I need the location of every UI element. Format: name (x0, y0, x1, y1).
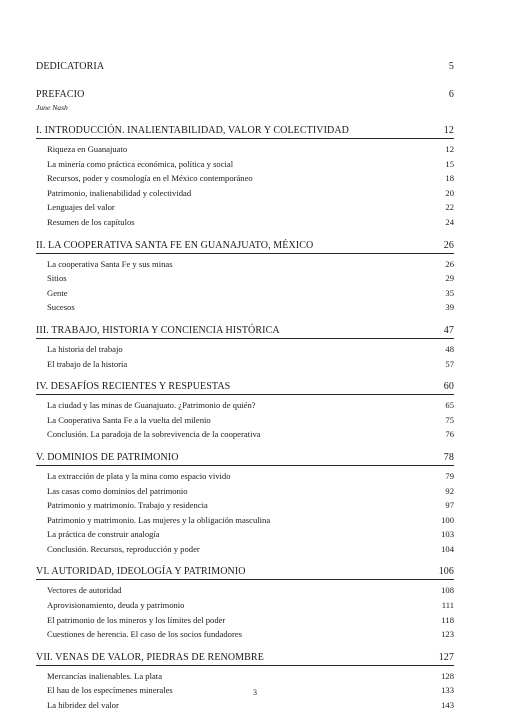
toc-section (36, 200, 454, 215)
section-title: Patrimonio y matrimonio. Las mujeres y la obligación masculina (47, 514, 271, 525)
section-page: 26 (445, 258, 454, 269)
toc-section (36, 186, 454, 201)
toc-section (36, 257, 454, 272)
toc-section (36, 357, 454, 372)
section-title: Aprovisionamiento, deuda y patrimonio (47, 600, 185, 611)
chapter-list (36, 114, 454, 713)
section-title: Cuestiones de herencia. El caso de los socios fundadores (47, 629, 242, 640)
section-page: 48 (445, 343, 454, 354)
chapter-title: V. DOMINIOS DE PATRIMONIO (36, 451, 179, 463)
chapter-heading (36, 451, 454, 465)
section-title: Vectores de autoridad (47, 585, 122, 596)
chapter-title: I. INTRODUCCIÓN. INALIENTABILIDAD, VALOR Y COLECTIVIDAD (36, 125, 349, 136)
section-page: 133 (441, 685, 454, 696)
chapter-heading (36, 124, 454, 138)
section-page: 57 (445, 358, 454, 369)
chapter-heading (36, 651, 454, 665)
chapter-heading (36, 380, 454, 394)
toc-section (36, 613, 454, 628)
toc-section (36, 286, 454, 301)
section-title: El trabajo de la historia (47, 358, 128, 369)
chapter-divider (36, 465, 454, 466)
toc-section (36, 583, 454, 598)
section-page: 12 (445, 144, 454, 154)
chapter-title: II. LA COOPERATIVA SANTA FE EN GUANAJUATO, MÉXICO (36, 239, 314, 251)
table-of-contents (36, 60, 454, 713)
section-page: 15 (445, 158, 454, 169)
section-page: 111 (441, 600, 454, 611)
section-page: 104 (441, 543, 454, 554)
section-title: Sucesos (47, 302, 75, 313)
section-page: 22 (445, 202, 454, 213)
chapter-page: 12 (443, 125, 454, 136)
section-title: Mercancías inalienables. La plata (47, 670, 163, 681)
section-title: El hau de los especímenes minerales (47, 685, 173, 696)
section-title: Lenguajes del valor (47, 202, 115, 213)
toc-section (36, 484, 454, 499)
section-title: Conclusión. Recursos, reproducción y poder (47, 543, 200, 554)
prefacio-author: June Nash (36, 103, 68, 112)
section-page: 128 (441, 670, 454, 681)
chapter-divider (36, 579, 454, 580)
section-page: 24 (445, 216, 454, 227)
toc-section (36, 498, 454, 513)
toc-section (36, 342, 454, 357)
toc-section (36, 398, 454, 413)
section-page: 123 (441, 629, 454, 640)
toc-entry-page: 5 (448, 61, 454, 72)
chapter-title: VI. AUTORIDAD, IDEOLOGÍA Y PATRIMONIO (36, 566, 246, 578)
chapter-page: 127 (438, 651, 454, 663)
section-page: 20 (445, 187, 454, 198)
section-page: 108 (441, 585, 454, 596)
section-title: Patrimonio y matrimonio. Trabajo y residencia (47, 500, 208, 511)
toc-section (36, 271, 454, 286)
chapter-divider (36, 138, 454, 139)
chapter-page: 47 (443, 324, 454, 336)
toc-section (36, 598, 454, 613)
section-title: La minería como práctica económica, política y social (47, 158, 234, 169)
toc-section (36, 171, 454, 186)
chapter-divider (36, 253, 454, 254)
section-page: 118 (441, 614, 454, 625)
chapter-title: III. TRABAJO, HISTORIA Y CONCIENCIA HISTÓRICA (36, 324, 280, 336)
section-title: Conclusión. La paradoja de la sobrevivencia de la cooperativa (47, 429, 261, 440)
chapter-page: 106 (438, 566, 454, 578)
section-title: La ciudad y las minas de Guanajuato. ¿Patrimonio de quién? (47, 400, 256, 411)
section-page: 65 (445, 400, 454, 411)
toc-entry-page: 6 (448, 89, 454, 100)
section-page: 92 (445, 485, 454, 496)
toc-entry-title: DEDICATORIA (36, 61, 105, 72)
section-title: El patrimonio de los mineros y los límites del poder (47, 614, 226, 625)
section-title: La extracción de plata y la mina como espacio vivido (47, 470, 231, 481)
section-page: 143 (441, 700, 454, 711)
toc-section (36, 669, 454, 684)
toc-section (36, 513, 454, 528)
section-title: La práctica de construir analogía (47, 529, 160, 540)
toc-entry-prefacio (36, 88, 454, 102)
section-page: 100 (441, 514, 454, 525)
section-title: Recursos, poder y cosmología en el México contemporáneo (47, 173, 253, 184)
toc-entry-title: PREFACIO (36, 89, 85, 100)
toc-section (36, 527, 454, 542)
toc-section (36, 413, 454, 428)
chapter-heading (36, 239, 454, 253)
chapter-divider (36, 338, 454, 339)
section-title: La cooperativa Santa Fe y sus minas (47, 258, 173, 269)
chapter-divider (36, 394, 454, 395)
chapter-heading (36, 565, 454, 579)
toc-section (36, 427, 454, 442)
toc-section (36, 469, 454, 484)
section-page: 97 (445, 500, 454, 511)
section-title: La historia del trabajo (47, 343, 123, 354)
section-page: 103 (441, 529, 454, 540)
toc-entry-dedicatoria (36, 60, 454, 74)
chapter-page: 60 (443, 381, 454, 393)
chapter-title: VII. VENAS DE VALOR, PIEDRAS DE RENOMBRE (36, 651, 264, 663)
section-page: 75 (445, 414, 454, 425)
toc-section (36, 157, 454, 172)
section-title: Gente (47, 287, 68, 298)
section-title: La Cooperativa Santa Fe a la vuelta del milenio (47, 414, 211, 425)
chapter-page: 78 (443, 451, 454, 463)
section-page: 39 (445, 302, 454, 313)
page-number: 3 (253, 688, 257, 697)
toc-section (36, 215, 454, 230)
toc-section (36, 542, 454, 557)
section-page: 29 (445, 273, 454, 284)
toc-section (36, 142, 454, 157)
toc-section (36, 300, 454, 315)
toc-section (36, 698, 454, 713)
chapter-title: IV. DESAFÍOS RECIENTES Y RESPUESTAS (36, 381, 231, 393)
section-title: Las casas como dominios del patrimonio (47, 485, 188, 496)
chapter-heading (36, 324, 454, 338)
section-title: Riqueza en Guanajuato (47, 144, 128, 154)
section-page: 18 (445, 173, 454, 184)
section-title: La hibridez del valor (47, 700, 119, 711)
section-page: 76 (445, 429, 454, 440)
section-page: 79 (445, 470, 454, 481)
chapter-page: 26 (443, 239, 454, 251)
toc-section (36, 627, 454, 642)
section-title: Resumen de los capítulos (47, 216, 135, 227)
section-page: 35 (445, 287, 454, 298)
section-title: Patrimonio, inalienabilidad y colectividad (47, 187, 192, 198)
chapter-divider (36, 665, 454, 666)
section-title: Sitios (47, 273, 67, 284)
